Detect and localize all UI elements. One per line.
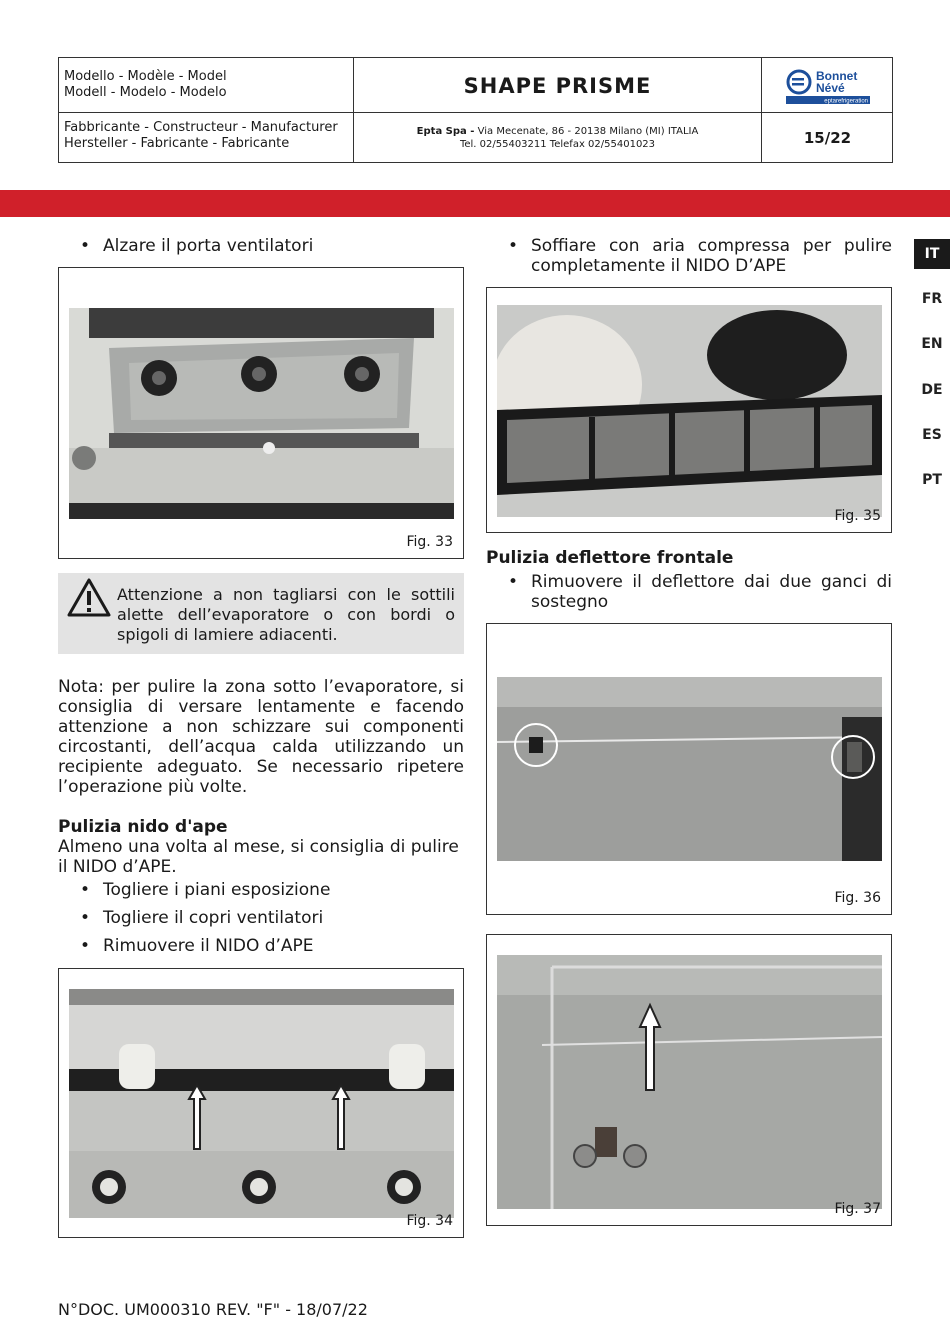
figure-34: [58, 968, 464, 1238]
honeycomb-photo: [497, 305, 882, 517]
phone-text: Tel. 02/55403211 Telefax 02/55401023: [459, 139, 656, 150]
bonnet-neve-logo: [786, 66, 870, 106]
blow-bullet-list: [486, 236, 892, 284]
lang-tab-de[interactable]: DE: [921, 382, 943, 398]
red-band: [0, 190, 950, 217]
model-label-line2: Modell - Modelo - Modelo: [64, 85, 227, 100]
footer-doc-number: N°DOC. UM000310 REV. "F" - 18/07/22: [58, 1300, 368, 1319]
bullet-blow: • Soffiare con aria compressa per pulire completamente il NIDO D’APE: [486, 236, 892, 276]
figure-36: [486, 623, 892, 915]
lift-bullet-list: [58, 236, 464, 264]
note-paragraph: Nota: per pulire la zona sotto l’evaporatore, si consiglia di versare lentamente e facendo attenzione a non schizzare sui componenti circostanti, dell’acqua calda utilizzando un recipiente adeguato. Se necessario ripetere l’operazione più volte.: [58, 677, 464, 797]
model-label-line1: Modello - Modèle - Model: [64, 69, 227, 84]
nest-text: Almeno una volta al mese, si consiglia di pulire il NIDO d’APE.: [58, 837, 459, 877]
fan-holder-photo: [69, 308, 454, 519]
deflector-heading: Pulizia deflettore frontale: [486, 548, 734, 568]
nest-removal-photo: [69, 989, 454, 1218]
lang-tab-en[interactable]: EN: [921, 336, 943, 352]
bullet-lift: • Alzare il porta ventilatori: [58, 236, 464, 256]
bullet-remove-deflector: • Rimuovere il deflettore dai due ganci di sostegno: [486, 572, 892, 612]
bullet-nest-3: • Rimuovere il NIDO d’APE: [58, 936, 464, 956]
warning-text: Attenzione a non tagliarsi con le sottili alette dell’evaporatore o con bordi o spigoli di lamiere adiacenti.: [117, 585, 455, 644]
fig33-caption: Fig. 33: [406, 534, 453, 550]
deflector-bullet-list: [486, 572, 892, 620]
nest-heading: Pulizia nido d'ape: [58, 817, 228, 837]
model-label: [59, 58, 354, 113]
brand-logo: [762, 58, 893, 113]
manuf-label-line1: Fabbricante - Constructeur - Manufacturer: [64, 120, 338, 135]
company-name: Epta Spa -: [416, 126, 475, 137]
lang-tab-es[interactable]: ES: [922, 427, 942, 443]
header-table: [58, 57, 893, 163]
svg-text:eptarefrigeration: eptarefrigeration: [823, 98, 868, 105]
fig34-caption: Fig. 34: [406, 1213, 453, 1229]
warning-box: [58, 573, 464, 654]
lang-tab-it[interactable]: IT: [914, 239, 950, 269]
deflector-hooks-photo: [497, 677, 882, 861]
figure-35: [486, 287, 892, 533]
svg-text:Névé: Névé: [815, 81, 845, 95]
figure-37: [486, 934, 892, 1226]
doc-title: SHAPE PRISME: [354, 58, 762, 113]
lang-tab-fr[interactable]: FR: [921, 291, 943, 307]
lang-tab-pt[interactable]: PT: [922, 472, 942, 488]
warning-triangle-icon: [66, 577, 112, 619]
fig37-caption: Fig. 37: [834, 1201, 881, 1217]
bullet-nest-1: • Togliere i piani esposizione: [58, 880, 464, 900]
fig35-caption: Fig. 35: [834, 508, 881, 524]
nest-bullet-list: [58, 880, 464, 964]
page-number: 15/22: [803, 129, 852, 147]
svg-text:Bonnet: Bonnet: [815, 69, 857, 83]
figure-33: [58, 267, 464, 559]
address-text: Via Mecenate, 86 - 20138 Milano (MI) ITALIA: [477, 126, 699, 137]
manufacturer-label: [59, 113, 354, 163]
manufacturer-address: [354, 113, 762, 163]
manuf-label-line2: Hersteller - Fabricante - Fabricante: [64, 136, 290, 151]
fig36-caption: Fig. 36: [834, 890, 881, 906]
bullet-nest-2: • Togliere il copri ventilatori: [58, 908, 464, 928]
hook-detail-photo: [497, 955, 882, 1209]
